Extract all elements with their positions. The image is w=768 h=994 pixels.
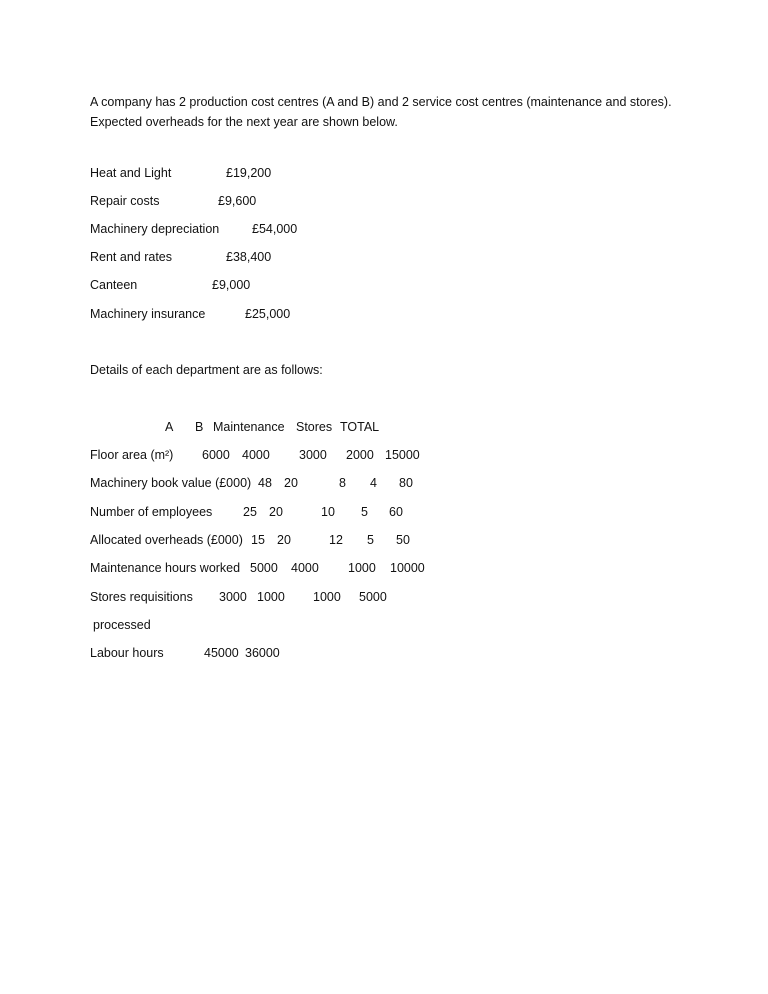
cell-value: 5000 bbox=[359, 590, 387, 604]
cell-value: 12 bbox=[329, 533, 343, 547]
row-label: Maintenance hours worked bbox=[90, 561, 241, 575]
cell-value: 36000 bbox=[245, 646, 280, 660]
intro-line-2: Expected overheads for the next year are shown below. bbox=[90, 115, 398, 129]
cell-value: 10000 bbox=[390, 561, 425, 575]
column-header-maintenance: Maintenance bbox=[213, 420, 285, 434]
cell-value: 4000 bbox=[291, 561, 319, 575]
intro-paragraph bbox=[90, 92, 690, 132]
cell-value: 2000 bbox=[346, 448, 374, 462]
cell-value: 1000 bbox=[313, 590, 341, 604]
cell-value: 45000 bbox=[204, 646, 239, 660]
cell-value: 48 bbox=[258, 476, 272, 490]
cell-value: 20 bbox=[269, 505, 283, 519]
cell-value: 15 bbox=[251, 533, 265, 547]
cell-value: 4000 bbox=[242, 448, 270, 462]
overhead-label: Machinery insurance bbox=[90, 307, 206, 321]
overhead-amount: £9,000 bbox=[212, 278, 251, 292]
column-header-a: A bbox=[165, 420, 174, 434]
overhead-label: Repair costs bbox=[90, 194, 160, 208]
cell-value: 3000 bbox=[219, 590, 247, 604]
column-header-b: B bbox=[195, 420, 204, 434]
cell-value: 3000 bbox=[299, 448, 327, 462]
cell-value: 20 bbox=[277, 533, 291, 547]
row-label: Allocated overheads (£000) bbox=[90, 533, 243, 547]
cell-value: 20 bbox=[284, 476, 298, 490]
cell-value: 4 bbox=[370, 476, 377, 490]
cell-value: 15000 bbox=[385, 448, 420, 462]
cell-value: 6000 bbox=[202, 448, 230, 462]
overhead-amount: £9,600 bbox=[218, 194, 257, 208]
overhead-label: Rent and rates bbox=[90, 250, 172, 264]
details-heading: Details of each department are as follows: bbox=[90, 363, 323, 377]
row-label: Machinery book value (£000) bbox=[90, 476, 252, 490]
cell-value: 25 bbox=[243, 505, 257, 519]
overhead-label: Heat and Light bbox=[90, 166, 172, 180]
column-header-stores: Stores bbox=[296, 420, 333, 434]
cell-value: 50 bbox=[396, 533, 410, 547]
cell-value: 60 bbox=[389, 505, 403, 519]
row-label: Floor area (m²) bbox=[90, 448, 174, 462]
cell-value: 1000 bbox=[257, 590, 285, 604]
row-label: Stores requisitions bbox=[90, 590, 193, 604]
overhead-amount: £54,000 bbox=[252, 222, 298, 236]
cell-value: 10 bbox=[321, 505, 335, 519]
cell-value: 5000 bbox=[250, 561, 278, 575]
intro-line-1: A company has 2 production cost centres (A and B) and 2 service cost centres (maintenance and stores). bbox=[90, 95, 672, 109]
overhead-amount: £25,000 bbox=[245, 307, 291, 321]
overhead-label: Machinery depreciation bbox=[90, 222, 220, 236]
cell-value: 1000 bbox=[348, 561, 376, 575]
column-header-total: TOTAL bbox=[340, 420, 380, 434]
cell-value: 8 bbox=[339, 476, 346, 490]
row-label: Labour hours bbox=[90, 646, 164, 660]
overhead-amount: £38,400 bbox=[226, 250, 272, 264]
row-label: Number of employees bbox=[90, 505, 213, 519]
cell-value: 5 bbox=[361, 505, 368, 519]
row-label-continuation: processed bbox=[93, 618, 151, 632]
overhead-amount: £19,200 bbox=[226, 166, 272, 180]
cell-value: 80 bbox=[399, 476, 413, 490]
cell-value: 5 bbox=[367, 533, 374, 547]
overhead-label: Canteen bbox=[90, 278, 138, 292]
